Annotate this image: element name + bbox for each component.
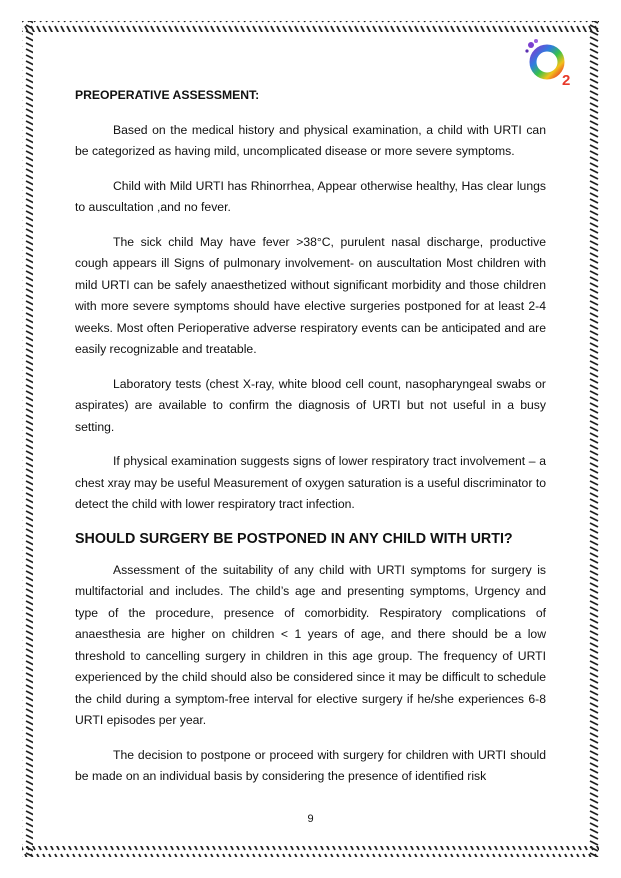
paragraph-6: Assessment of the suitability of any child with URTI symptoms for surgery is multifactorial and includes. The child’s age and presenting symptoms, Urgency and type of the procedure, presence of comorbidity. Respiratory complications of anaesthesia are higher on children < 1 years of age, and there should be a low threshold to cancelling surgery in children in this age group. The frequency of URTI experienced by the child should also be considered since it may be difficult to schedule the child during a symptom-free interval for elective surgery if he/she experiences 6-8 URTI episodes per year. (75, 562, 546, 727)
paragraph-1: Based on the medical history and physical examination, a child with URTI can be categorized as having mild, uncomplicated disease or more severe symptoms. (75, 122, 546, 158)
document-body (75, 85, 546, 801)
o2-logo (523, 37, 579, 89)
page-number: 9 (307, 813, 314, 825)
heading-preoperative-assessment: PREOPERATIVE ASSESSMENT: (75, 88, 260, 102)
paragraph-3: The sick child May have fever >38°C, purulent nasal discharge, productive cough appears ill Signs of pulmonary involvement- on auscultation Most children with mild URTI can be safely anaesthetized without significant morbidity and those children with more severe symptoms should have elective surgeries postponed for at least 2-4 weeks. Most often Perioperative adverse respiratory events can be anticipated and are easily recognizable and treatable. (75, 234, 546, 356)
paragraph-5: If physical examination suggests signs of lower respiratory tract involvement – a chest xray may be useful Measurement of oxygen saturation is a useful discriminator to detect the child with lower respiratory tract infection. (75, 454, 546, 511)
paragraph-7: The decision to postpone or proceed with surgery for children with URTI should be made on an individual basis by considering the presence of identified risk (75, 747, 546, 783)
heading-should-surgery-be-postponed: SHOULD SURGERY BE POSTPONED IN ANY CHILD WITH URTI? (75, 530, 513, 547)
paragraph-4: Laboratory tests (chest X-ray, white blood cell count, nasopharyngeal swabs or aspirates) are available to confirm the diagnosis of URTI but not useful in a busy setting. (75, 376, 546, 434)
logo-subscript: 2 (562, 72, 571, 89)
paragraph-2: Child with Mild URTI has Rhinorrhea, Appear otherwise healthy, Has clear lungs to auscultation ,and no fever. (75, 178, 546, 214)
